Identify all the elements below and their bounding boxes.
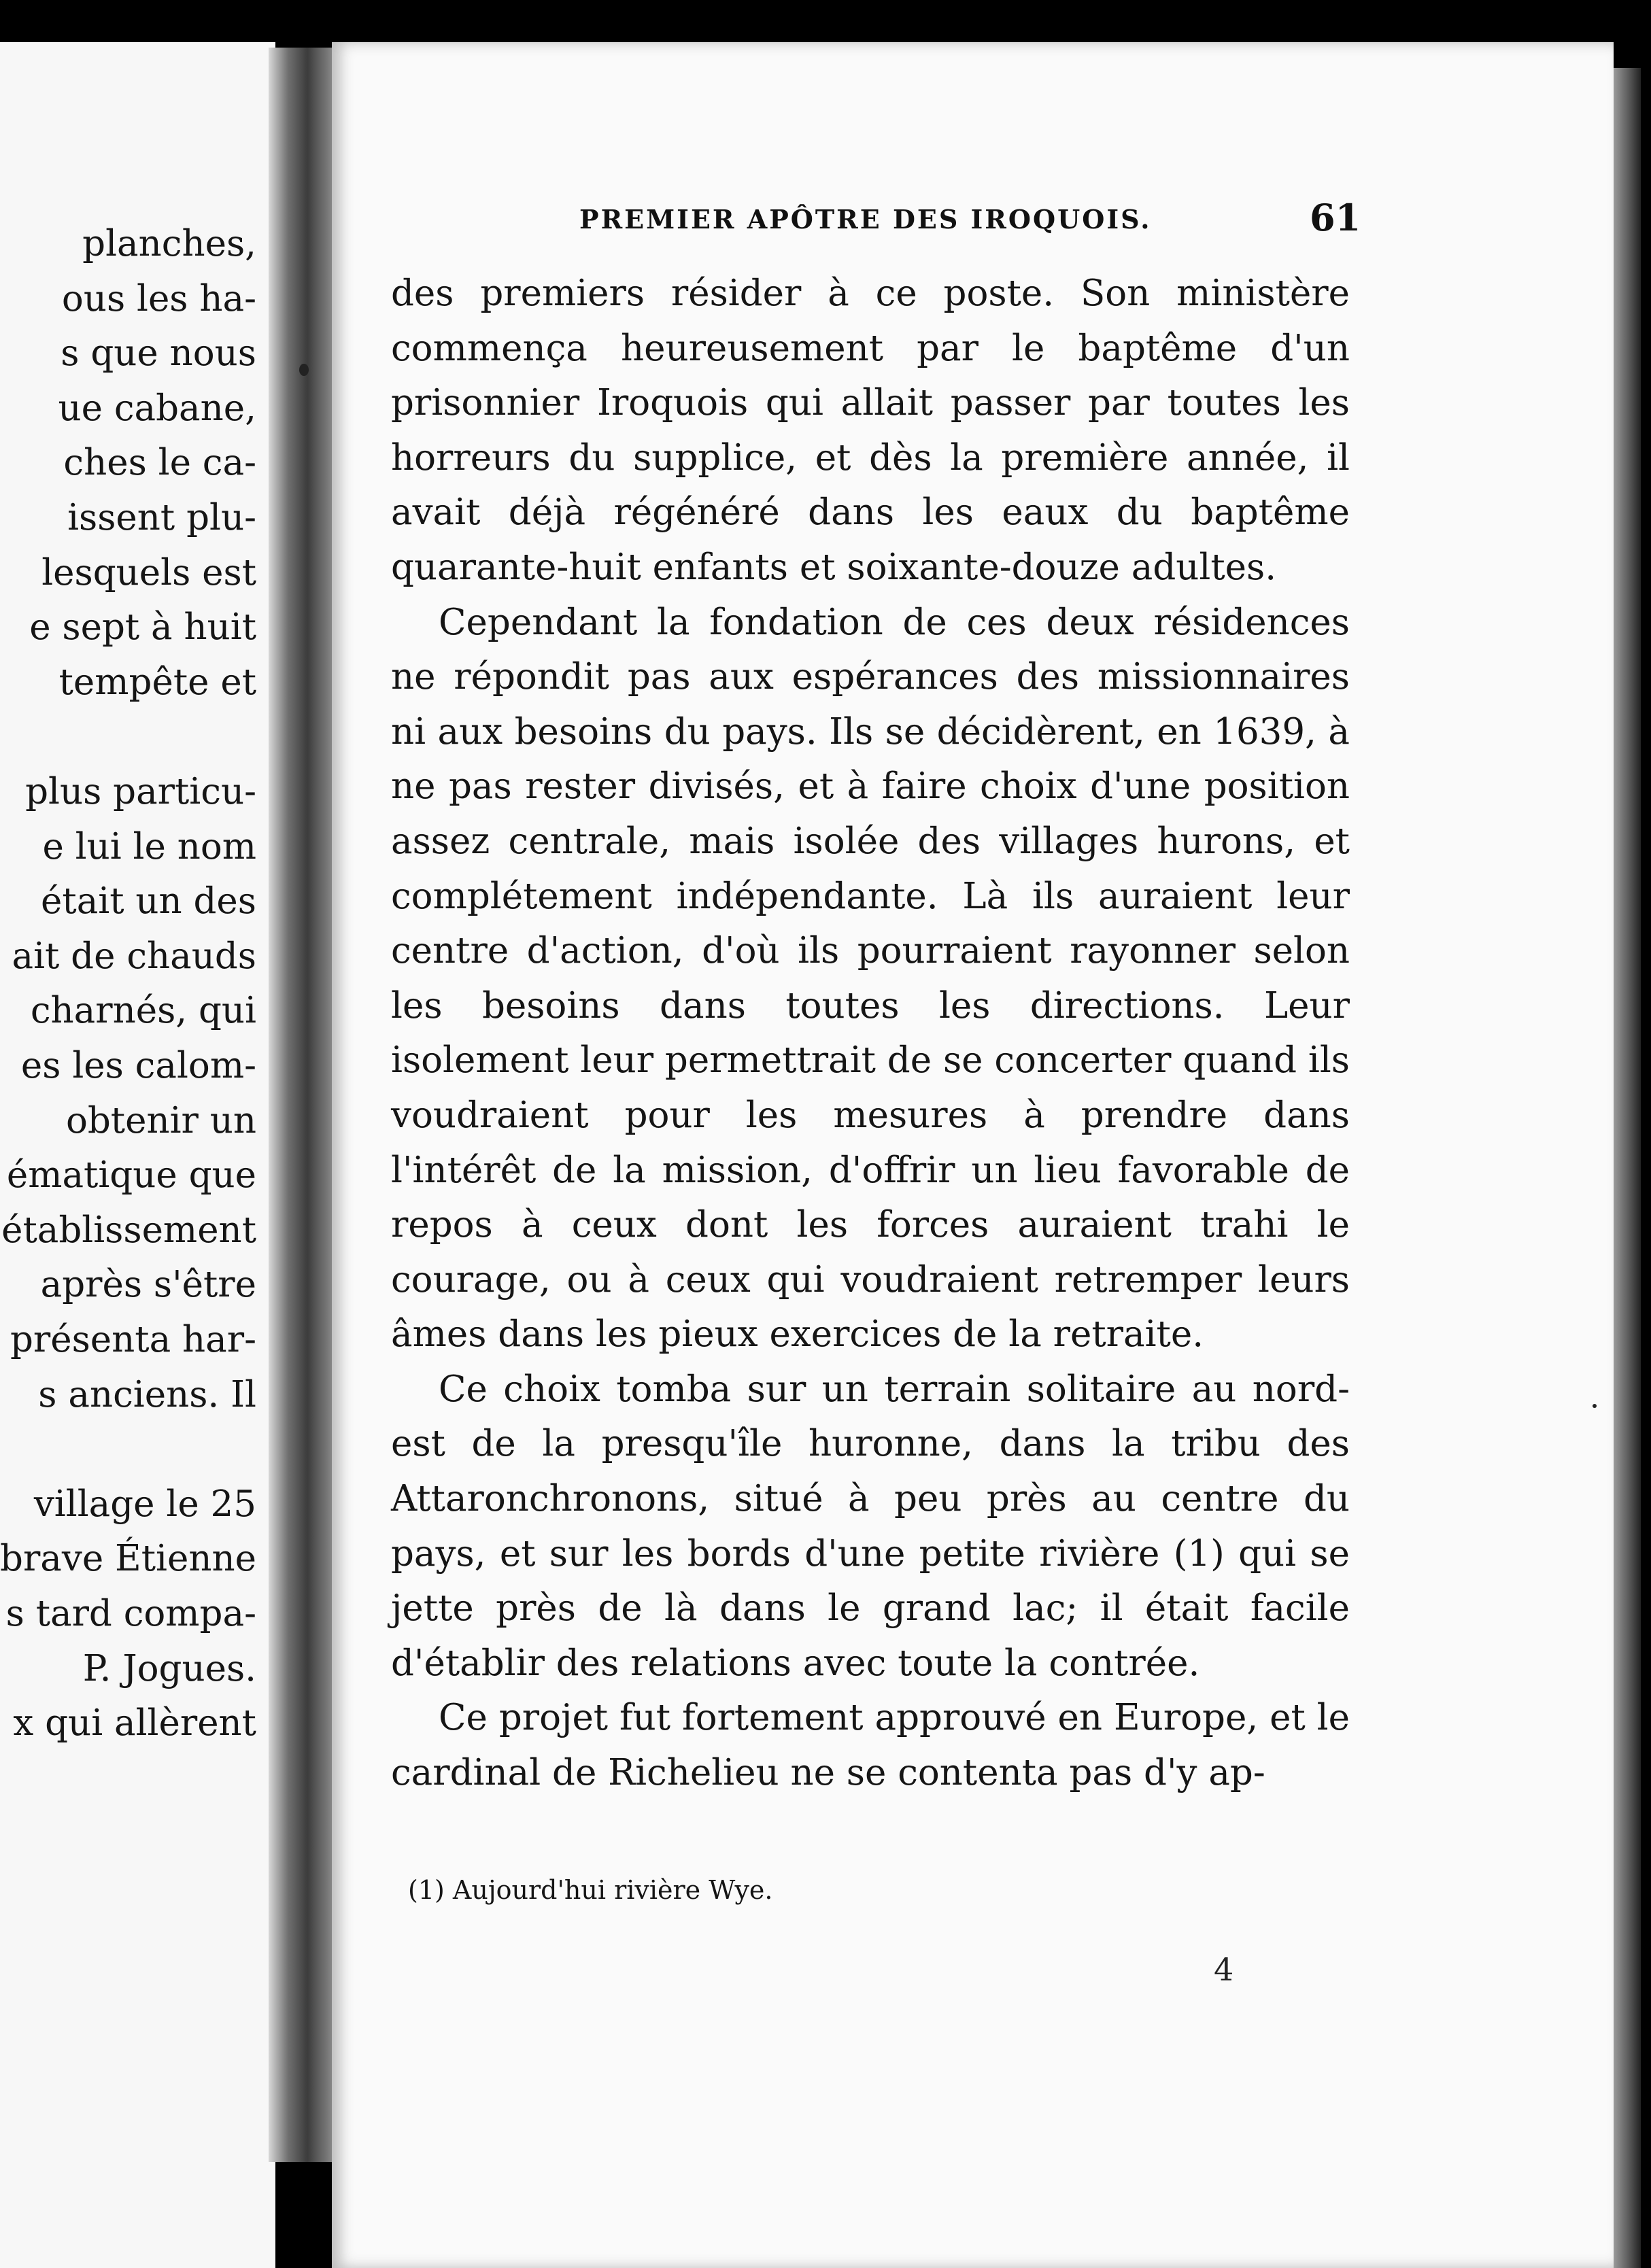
left-page-line: ue cabane, <box>58 387 256 429</box>
paragraph-2: Cependant la fondation de ces deux résidences ne répondit pas aux espérances des missionnaires ni aux besoins du pays. Ils se décidèrent, en 1639, à ne pas rester divisés, et à faire choix d'une position assez centrale, mais isolée des villages hurons, et complétement indépendante. Là ils auraient leur centre d'action, d'où ils pourraient rayonner selon les besoins dans toutes les directions. Leur isolement leur permettrait de se concerter quand ils voudraient pour les mesures à prendre dans l'intérêt de la mission, d'offrir un lieu favorable de repos à ceux dont les forces auraient trahi le courage, ou à ceux qui voudraient retremper leurs âmes dans les pieux exercices de la retraite. <box>391 601 1350 1356</box>
left-page-line: ait de chauds <box>12 935 256 977</box>
left-page-line: après s'être <box>40 1264 256 1306</box>
left-page-line: s tard compa- <box>5 1593 256 1634</box>
paragraph-1: des premiers résider à ce poste. Son ministère commença heureusement par le baptême d'un prisonnier Iroquois qui allait passer par toutes les horreurs du supplice, et dès la première année, il avait déjà régénéré dans les eaux du baptême quarante-huit enfants et soixante-douze adultes. <box>391 273 1350 588</box>
left-page-line: village le 25 <box>33 1483 256 1525</box>
left-page-line: es les calom- <box>20 1045 256 1086</box>
page-number: 61 <box>1310 196 1361 239</box>
left-page-line: P. Jogues. <box>82 1647 256 1689</box>
left-page-line: s que nous <box>61 332 256 375</box>
page-edge-shadow <box>1614 68 1641 2268</box>
left-page-line: ous les ha- <box>61 277 256 320</box>
signature-mark: 4 <box>1214 1951 1234 1988</box>
left-page-line: e lui le nom <box>42 825 256 867</box>
left-page-line: plus particu- <box>25 771 256 812</box>
left-page <box>0 42 275 2268</box>
left-page-line: ches le ca- <box>63 442 256 484</box>
left-page-line: présenta har- <box>10 1319 256 1360</box>
left-page-line: établissement <box>1 1209 256 1251</box>
left-page-line: tempête et <box>58 661 256 703</box>
left-page-line: ématique que <box>6 1154 256 1197</box>
body-text <box>391 267 1350 1801</box>
running-head: PREMIER APÔTRE DES IROQUOIS. <box>579 204 1152 235</box>
left-page-line: s anciens. Il <box>38 1373 256 1415</box>
left-page-line: charnés, qui <box>30 990 256 1032</box>
left-page-line: obtenir un <box>65 1099 256 1141</box>
ink-speck <box>1593 1404 1597 1408</box>
ink-speck <box>299 364 309 376</box>
left-page-line: brave Étienne <box>0 1538 256 1580</box>
left-page-line: lesquels est <box>41 551 256 594</box>
paragraph-4: Ce projet fut fortement approuvé en Europe, et le cardinal de Richelieu ne se contenta pas d'y ap- <box>391 1697 1350 1794</box>
paragraph-3: Ce choix tomba sur un terrain solitaire au nord-est de la presqu'île huronne, dans la tribu des Attaronchronons, situé à peu près au centre du pays, et sur les bords d'une petite rivière (1) qui se jette près de là dans le grand lac; il était facile d'établir des relations avec toute la contrée. <box>391 1368 1350 1684</box>
left-page-line: planches, <box>82 223 256 264</box>
left-page-line: e sept à huit <box>29 606 256 649</box>
left-page-line: était un des <box>41 880 256 923</box>
left-page-line: x qui allèrent <box>13 1702 256 1745</box>
footnote: (1) Aujourd'hui rivière Wye. <box>408 1875 773 1905</box>
left-page-line: issent plu- <box>67 497 256 538</box>
